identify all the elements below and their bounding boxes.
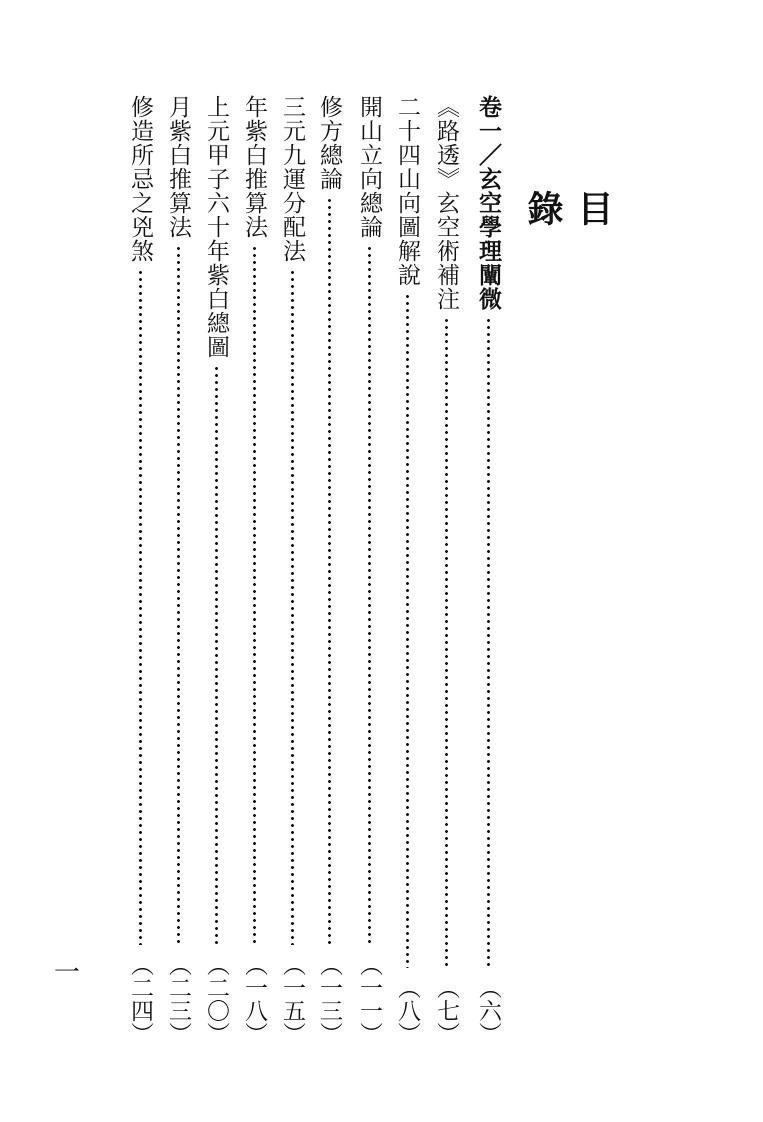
toc-entry-8	[200, 95, 232, 1045]
toc-entry-10	[124, 95, 156, 1045]
toc-entry-title: 三元九運分配法	[279, 95, 305, 263]
dot-leader	[177, 245, 180, 945]
toc-entry-page: （二〇）	[203, 953, 229, 1045]
toc-entry-title: 月紫白推算法	[165, 95, 191, 239]
toc-entry-page: （七）	[433, 976, 459, 1045]
toc-entry-page: （二三）	[165, 953, 191, 1045]
page-number: 一	[53, 958, 80, 988]
toc-entry-2	[430, 95, 462, 1045]
dot-leader	[139, 269, 142, 945]
toc-entry-title: 修方總論	[316, 95, 342, 191]
dot-leader	[328, 197, 331, 945]
toc-entry-title: 《路透》玄空術補注	[433, 95, 459, 311]
dot-leader	[406, 293, 409, 968]
dot-leader	[291, 269, 294, 945]
dot-leader	[487, 317, 490, 968]
toc-entry-page: （六）	[475, 976, 501, 1045]
dot-leader	[253, 245, 256, 945]
toc-entry-page: （一五）	[279, 953, 305, 1045]
dot-leader	[445, 317, 448, 968]
toc-entry-page: （一三）	[316, 953, 342, 1045]
toc-entry-title: 年紫白推算法	[241, 95, 267, 239]
toc-entry-7	[238, 95, 270, 1045]
toc-entry-4	[353, 95, 385, 1045]
toc-entry-title: 修造所忌之兇煞	[127, 95, 153, 263]
dot-leader	[215, 365, 218, 945]
toc-entry-title: 二十四山向圖解說	[394, 95, 420, 287]
dot-leader	[368, 245, 371, 945]
toc-entry-page: （一一）	[356, 953, 382, 1045]
toc-entry-page: （二四）	[127, 953, 153, 1045]
toc-entry-page: （八）	[394, 976, 420, 1045]
toc-entry-5	[313, 95, 345, 1045]
toc-entry-page: （一八）	[241, 953, 267, 1045]
toc-entry-title: 卷一／玄空學理闡微	[475, 95, 502, 311]
toc-entry-1	[472, 95, 504, 1045]
toc-entry-3	[391, 95, 423, 1045]
toc-entry-9	[162, 95, 194, 1045]
toc-entry-6	[276, 95, 308, 1045]
toc-entry-title: 開山立向總論	[356, 95, 382, 239]
toc-entry-title: 上元甲子六十年紫白總圖	[203, 95, 229, 359]
page-title: 目 錄	[522, 190, 614, 290]
